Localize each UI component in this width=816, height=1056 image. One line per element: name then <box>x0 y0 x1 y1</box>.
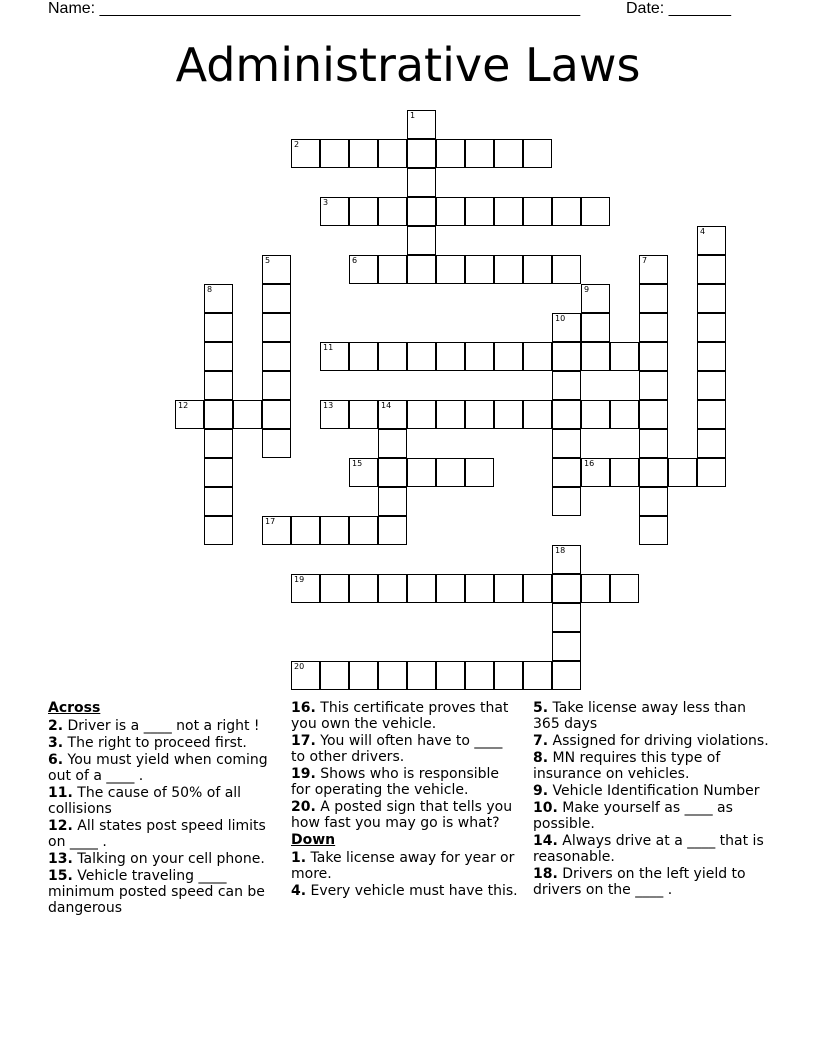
grid-cell[interactable] <box>204 516 233 545</box>
grid-cell[interactable] <box>465 139 494 168</box>
clue-number: 3 <box>323 198 329 207</box>
grid-cell[interactable] <box>407 139 436 168</box>
clue-item <box>291 883 519 899</box>
grid-cell[interactable] <box>204 487 233 516</box>
grid-cell[interactable] <box>552 342 581 371</box>
grid-cell[interactable] <box>378 487 407 516</box>
grid-cell[interactable] <box>523 139 552 168</box>
clue-item-number: 5. <box>533 700 549 716</box>
grid-cell[interactable] <box>581 458 610 487</box>
grid-cell[interactable] <box>262 516 291 545</box>
grid-cell[interactable] <box>697 371 726 400</box>
clue-number: 19 <box>294 575 305 584</box>
grid-cell[interactable] <box>697 255 726 284</box>
clue-item <box>48 718 280 734</box>
grid-cell[interactable] <box>610 574 639 603</box>
clue-item-text: The cause of 50% of all collisions <box>48 785 242 817</box>
grid-cell[interactable] <box>494 661 523 690</box>
clue-item-text: Assigned for driving violations. <box>552 733 769 749</box>
grid-cell[interactable] <box>320 139 349 168</box>
grid-cell[interactable] <box>523 574 552 603</box>
clue-item <box>291 766 519 798</box>
grid-cell[interactable] <box>523 400 552 429</box>
clue-item-number: 18. <box>533 866 558 882</box>
clue-item-number: 12. <box>48 818 73 834</box>
grid-cell[interactable] <box>407 197 436 226</box>
grid-cell[interactable] <box>436 255 465 284</box>
grid-cell[interactable] <box>581 342 610 371</box>
clue-item <box>533 750 769 782</box>
clue-item-text: All states post speed limits on ____ . <box>48 818 266 850</box>
clue-item-text: MN requires this type of insurance on vehicles. <box>533 750 721 782</box>
grid-cell[interactable] <box>465 574 494 603</box>
clue-item-number: 16. <box>291 700 316 716</box>
clue-item <box>291 733 519 765</box>
grid-cell[interactable] <box>436 661 465 690</box>
grid-cell[interactable] <box>697 226 726 255</box>
grid-cell[interactable] <box>262 400 291 429</box>
grid-cell[interactable] <box>349 516 378 545</box>
grid-cell[interactable] <box>552 458 581 487</box>
grid-cell[interactable] <box>552 197 581 226</box>
grid-cell[interactable] <box>378 255 407 284</box>
grid-cell[interactable] <box>697 284 726 313</box>
clue-number: 20 <box>294 662 305 671</box>
grid-cell[interactable] <box>552 429 581 458</box>
clue-item-text: Drivers on the left yield to drivers on the ____ . <box>533 866 746 898</box>
grid-cell[interactable] <box>465 400 494 429</box>
grid-cell[interactable] <box>465 255 494 284</box>
grid-cell[interactable] <box>639 284 668 313</box>
clue-item-number: 20. <box>291 799 316 815</box>
grid-cell[interactable] <box>494 139 523 168</box>
clue-item-text: Driver is a ____ not a right ! <box>67 718 260 734</box>
clue-item-number: 11. <box>48 785 73 801</box>
clue-item-text: Always drive at a ____ that is reasonable. <box>533 833 764 865</box>
grid-cell[interactable] <box>407 400 436 429</box>
grid-cell[interactable] <box>407 226 436 255</box>
clue-number: 8 <box>207 285 213 294</box>
clue-item-number: 4. <box>291 883 307 899</box>
clue-item-number: 10. <box>533 800 558 816</box>
grid-cell[interactable] <box>523 342 552 371</box>
clues-column-2 <box>291 700 519 900</box>
grid-cell[interactable] <box>407 168 436 197</box>
grid-cell[interactable] <box>697 342 726 371</box>
grid-cell[interactable] <box>320 342 349 371</box>
clue-item-text: You will often have to ____ to other drivers. <box>291 733 503 765</box>
grid-cell[interactable] <box>523 197 552 226</box>
grid-cell[interactable] <box>320 574 349 603</box>
grid-cell[interactable] <box>233 400 262 429</box>
grid-cell[interactable] <box>465 661 494 690</box>
grid-cell[interactable] <box>610 458 639 487</box>
grid-cell[interactable] <box>407 661 436 690</box>
clue-number: 16 <box>584 459 595 468</box>
grid-cell[interactable] <box>610 400 639 429</box>
grid-cell[interactable] <box>204 313 233 342</box>
grid-cell[interactable] <box>291 516 320 545</box>
clue-item-number: 15. <box>48 868 73 884</box>
grid-cell[interactable] <box>204 429 233 458</box>
clue-item <box>48 735 280 751</box>
grid-cell[interactable] <box>552 574 581 603</box>
grid-cell[interactable] <box>407 458 436 487</box>
clue-item-number: 14. <box>533 833 558 849</box>
clue-item-text: Every vehicle must have this. <box>310 883 518 899</box>
clue-item <box>291 850 519 882</box>
grid-cell[interactable] <box>378 342 407 371</box>
clue-number: 9 <box>584 285 590 294</box>
clue-item <box>533 733 769 749</box>
clue-item-number: 7. <box>533 733 549 749</box>
grid-cell[interactable] <box>581 284 610 313</box>
grid-cell[interactable] <box>378 197 407 226</box>
clue-item-text: Vehicle Identification Number <box>552 783 760 799</box>
clue-item <box>533 783 769 799</box>
grid-cell[interactable] <box>262 313 291 342</box>
clue-item <box>533 800 769 832</box>
grid-cell[interactable] <box>552 545 581 574</box>
clue-item-text: This certificate proves that you own the vehicle. <box>291 700 509 732</box>
grid-cell[interactable] <box>581 400 610 429</box>
clue-item-number: 8. <box>533 750 549 766</box>
clue-item <box>533 833 769 865</box>
clue-item-text: Make yourself as ____ as possible. <box>533 800 733 832</box>
grid-cell[interactable] <box>320 516 349 545</box>
down-heading: Down <box>291 832 336 848</box>
grid-cell[interactable] <box>523 661 552 690</box>
grid-cell[interactable] <box>349 255 378 284</box>
grid-cell[interactable] <box>378 516 407 545</box>
grid-cell[interactable] <box>320 400 349 429</box>
clue-number: 6 <box>352 256 358 265</box>
grid-cell[interactable] <box>436 458 465 487</box>
clue-item <box>48 785 280 817</box>
grid-cell[interactable] <box>552 603 581 632</box>
grid-cell[interactable] <box>697 429 726 458</box>
grid-cell[interactable] <box>378 661 407 690</box>
grid-cell[interactable] <box>262 255 291 284</box>
grid-cell[interactable] <box>581 313 610 342</box>
grid-cell[interactable] <box>378 458 407 487</box>
grid-cell[interactable] <box>378 429 407 458</box>
grid-cell[interactable] <box>378 139 407 168</box>
clue-item-number: 13. <box>48 851 73 867</box>
grid-cell[interactable] <box>175 400 204 429</box>
clue-number: 18 <box>555 546 566 555</box>
grid-cell[interactable] <box>494 342 523 371</box>
grid-cell[interactable] <box>581 574 610 603</box>
grid-cell[interactable] <box>552 313 581 342</box>
grid-cell[interactable] <box>407 342 436 371</box>
clue-number: 15 <box>352 459 363 468</box>
clue-item-text: A posted sign that tells you how fast you may go is what? <box>291 799 513 831</box>
clue-number: 5 <box>265 256 271 265</box>
grid-cell[interactable] <box>378 400 407 429</box>
grid-cell[interactable] <box>581 197 610 226</box>
grid-cell[interactable] <box>349 400 378 429</box>
grid-cell[interactable] <box>697 458 726 487</box>
grid-cell[interactable] <box>639 516 668 545</box>
clue-number: 13 <box>323 401 334 410</box>
grid-cell[interactable] <box>552 632 581 661</box>
grid-cell[interactable] <box>204 284 233 313</box>
clue-item-text: You must yield when coming out of a ____ . <box>48 752 268 784</box>
grid-cell[interactable] <box>204 342 233 371</box>
grid-cell[interactable] <box>320 197 349 226</box>
grid-cell[interactable] <box>697 313 726 342</box>
clue-item <box>533 866 769 898</box>
grid-cell[interactable] <box>204 458 233 487</box>
clue-number: 2 <box>294 140 300 149</box>
grid-cell[interactable] <box>523 255 552 284</box>
clue-item-number: 17. <box>291 733 316 749</box>
clue-number: 4 <box>700 227 706 236</box>
grid-cell[interactable] <box>262 429 291 458</box>
clue-number: 7 <box>642 256 648 265</box>
clue-item-number: 2. <box>48 718 64 734</box>
grid-cell[interactable] <box>639 342 668 371</box>
clue-item <box>533 700 769 732</box>
grid-cell[interactable] <box>465 458 494 487</box>
grid-cell[interactable] <box>494 574 523 603</box>
across-heading: Across <box>48 700 101 716</box>
clue-item-text: Talking on your cell phone. <box>77 851 265 867</box>
grid-cell[interactable] <box>552 661 581 690</box>
clue-number: 10 <box>555 314 566 323</box>
grid-cell[interactable] <box>639 400 668 429</box>
grid-cell[interactable] <box>407 574 436 603</box>
clue-item-text: Shows who is responsible for operating the vehicle. <box>291 766 500 798</box>
clue-item <box>291 700 519 732</box>
clue-number: 14 <box>381 401 392 410</box>
clue-item-text: The right to proceed first. <box>67 735 247 751</box>
grid-cell[interactable] <box>610 342 639 371</box>
grid-cell[interactable] <box>262 284 291 313</box>
clue-number: 1 <box>410 111 416 120</box>
grid-cell[interactable] <box>349 139 378 168</box>
grid-cell[interactable] <box>291 574 320 603</box>
clue-item-number: 6. <box>48 752 64 768</box>
grid-cell[interactable] <box>494 197 523 226</box>
grid-cell[interactable] <box>291 661 320 690</box>
date-field-label: Date: _______ <box>626 0 731 17</box>
clue-item <box>48 752 280 784</box>
grid-cell[interactable] <box>465 197 494 226</box>
grid-cell[interactable] <box>494 400 523 429</box>
grid-cell[interactable] <box>639 458 668 487</box>
grid-cell[interactable] <box>204 400 233 429</box>
grid-cell[interactable] <box>407 110 436 139</box>
grid-cell[interactable] <box>349 342 378 371</box>
grid-cell[interactable] <box>436 400 465 429</box>
grid-cell[interactable] <box>349 197 378 226</box>
grid-cell[interactable] <box>552 255 581 284</box>
clue-item <box>48 818 280 850</box>
grid-cell[interactable] <box>436 197 465 226</box>
grid-cell[interactable] <box>262 371 291 400</box>
grid-cell[interactable] <box>494 255 523 284</box>
grid-cell[interactable] <box>436 574 465 603</box>
clue-item-number: 1. <box>291 850 307 866</box>
grid-cell[interactable] <box>407 255 436 284</box>
grid-cell[interactable] <box>639 371 668 400</box>
grid-cell[interactable] <box>552 400 581 429</box>
clue-item-number: 9. <box>533 783 549 799</box>
name-field-label: Name: ______________________________________________________ <box>48 0 581 17</box>
clue-item <box>48 851 280 867</box>
grid-cell[interactable] <box>436 342 465 371</box>
grid-cell[interactable] <box>378 574 407 603</box>
grid-cell[interactable] <box>349 458 378 487</box>
clue-item-text: Take license away for year or more. <box>291 850 515 882</box>
grid-cell[interactable] <box>552 487 581 516</box>
grid-cell[interactable] <box>639 255 668 284</box>
grid-cell[interactable] <box>204 371 233 400</box>
clues-column-3 <box>533 700 769 899</box>
clue-item <box>48 868 280 916</box>
grid-cell[interactable] <box>639 487 668 516</box>
clues-column-1 <box>48 700 280 917</box>
grid-cell[interactable] <box>320 661 349 690</box>
grid-cell[interactable] <box>291 139 320 168</box>
grid-cell[interactable] <box>436 139 465 168</box>
clue-number: 12 <box>178 401 189 410</box>
grid-cell[interactable] <box>552 371 581 400</box>
clue-item-text: Take license away less than 365 days <box>533 700 747 732</box>
clue-number: 11 <box>323 343 334 352</box>
puzzle-title: Administrative Laws <box>175 38 641 92</box>
grid-cell[interactable] <box>349 574 378 603</box>
grid-cell[interactable] <box>465 342 494 371</box>
grid-cell[interactable] <box>639 313 668 342</box>
grid-cell[interactable] <box>349 661 378 690</box>
grid-cell[interactable] <box>697 400 726 429</box>
grid-cell[interactable] <box>639 429 668 458</box>
clue-item-number: 3. <box>48 735 64 751</box>
clue-item-number: 19. <box>291 766 316 782</box>
grid-cell[interactable] <box>262 342 291 371</box>
clue-item-text: Vehicle traveling ____ minimum posted speed can be dangerous <box>48 868 265 916</box>
clue-item <box>291 799 519 831</box>
grid-cell[interactable] <box>668 458 697 487</box>
clue-number: 17 <box>265 517 276 526</box>
